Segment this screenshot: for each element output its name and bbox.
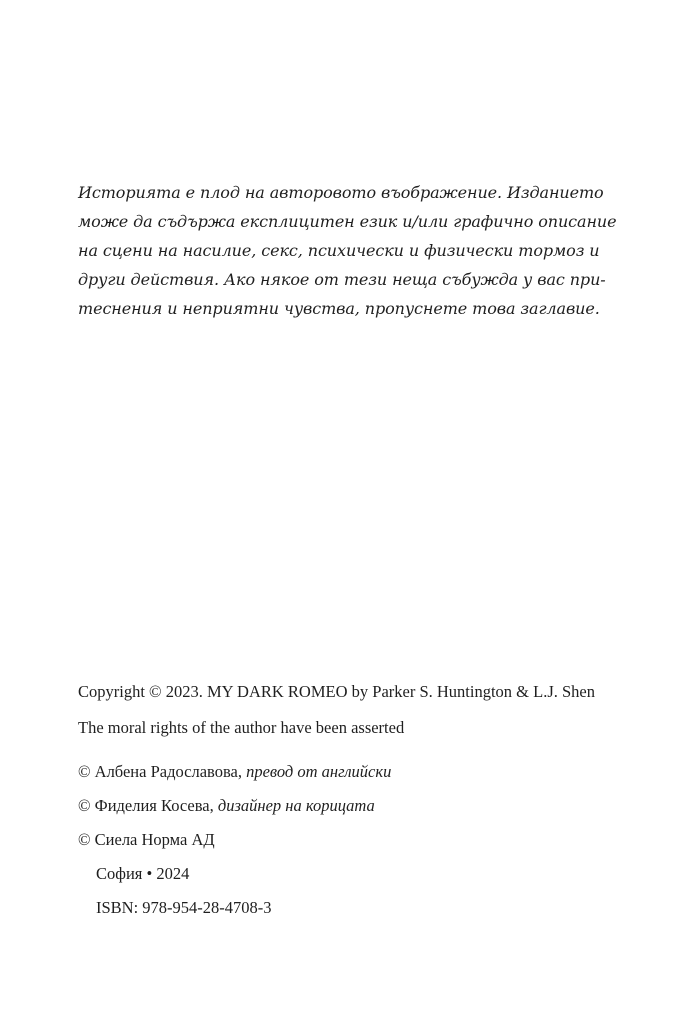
publisher-credit: © Сиела Норма АД — [78, 830, 215, 849]
moral-rights-line: The moral rights of the author have been asserted — [78, 718, 405, 737]
translator-credit — [78, 762, 391, 782]
translator-role: превод от английски — [246, 762, 392, 781]
copyright-line: Copyright © 2023. MY DARK ROMEO by Parker S. Huntington & L.J. Shen — [78, 682, 596, 701]
disclaimer-line: на сцени на насилие, секс, психически и физически тормоз и — [78, 241, 600, 260]
designer-credit — [78, 796, 375, 816]
translator-name: © Албена Радославова, — [78, 762, 247, 781]
city-year: София • 2024 — [96, 864, 190, 883]
designer-name: © Фиделия Косева, — [78, 796, 218, 815]
disclaimer-line: може да съдържа експлицитен език и/или графично описание — [78, 212, 617, 231]
disclaimer-line: теснения и неприятни чувства, пропуснете това заглавие. — [78, 299, 600, 318]
disclaimer-line: други действия. Ако някое от тези неща събужда у вас при- — [78, 270, 606, 289]
designer-role: дизайнер на корицата — [217, 796, 375, 815]
disclaimer-line: Историята е плод на авторовото въображение. Изданието — [78, 183, 604, 202]
isbn: ISBN: 978-954-28-4708-3 — [96, 898, 272, 917]
content-disclaimer — [78, 178, 618, 323]
